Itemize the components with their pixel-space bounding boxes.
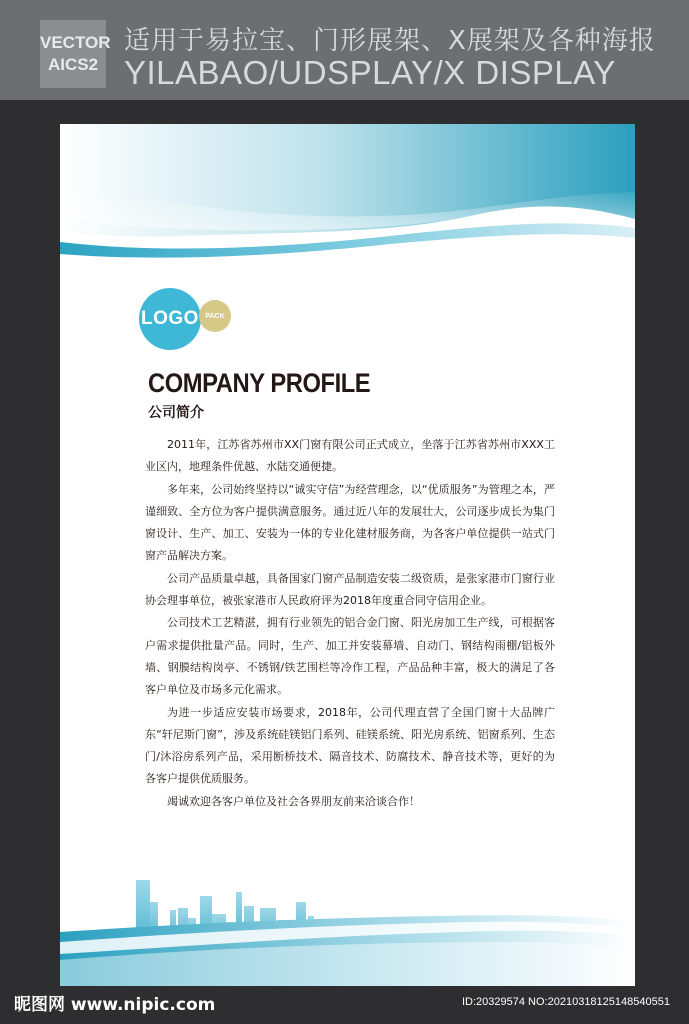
logo-pack-circle: [199, 300, 231, 332]
top-banner: [0, 0, 689, 100]
footer-site: 昵图网 www.nipic.com: [14, 995, 216, 1015]
paragraph: 多年来，公司始终坚持以“诚实守信”为经营理念，以“优质服务”为管理之本，严谨细致、全方位为客户提供满意服务。通过近八年的发展壮大，公司逐步成长为集门窗设计、生产、加工、安装为一体的专业化建材服务商，为各客户单位提供一站式门窗产品解决方案。: [145, 482, 555, 563]
footer-id: ID:20329574 NO:20210318125148540551: [462, 996, 670, 1008]
paragraph: 公司产品质量卓越，具备国家门窗产品制造安装二级资质，是张家港市门窗行业协会理事单位，被张家港市人民政府评为2018年度重合同守信用企业。: [145, 571, 555, 608]
paragraph: 2011年，江苏省苏州市XX门窗有限公司正式成立，坐落于江苏省苏州市XXX工业区内，地理条件优越、水陆交通便捷。: [145, 438, 555, 474]
paragraph: 为进一步适应安装市场要求，2018年，公司代理直营了全国门窗十大品牌广东“轩尼斯门窗”，涉及系统硅镁铝门系列、硅镁系统、阳光房系统、铝窗系列、生态门/沐浴房系列产品，采用断桥技术、隔音技术、防腐技术、静音技术等，更好的为各客户提供优质服务。: [145, 705, 555, 786]
logo-circle: [139, 288, 201, 350]
logo-pack-text: PACK: [205, 312, 225, 320]
profile-body: [145, 434, 555, 813]
badge-line1: VECTOR: [40, 33, 111, 52]
paragraph: 公司技术工艺精湛，拥有行业领先的铝合金门窗、阳光房加工生产线，可根据客户需求提供批量产品。同时，生产、加工并安装幕墙、自动门、钢结构雨棚/铝板外墙、钢膜结构岗亭、不锈钢/铁艺围栏等冷作工程，产品品种丰富，极大的满足了各客户单位及市场多元化需求。: [145, 616, 555, 697]
banner-title-cn: 适用于易拉宝、门形展架、X展架及各种海报: [124, 26, 656, 56]
poster: [60, 124, 635, 986]
badge-line2: AICS2: [47, 55, 99, 74]
logo-text: LOGO: [141, 308, 199, 329]
page-subtitle: 公司简介: [148, 405, 204, 421]
paragraph: 竭诚欢迎各客户单位及社会各界朋友前来洽谈合作！: [167, 794, 420, 808]
vector-badge: [40, 20, 111, 88]
banner-title-en: YILABAO/UDSPLAY/X DISPLAY: [124, 54, 616, 91]
page-title: COMPANY PROFILE: [148, 368, 371, 398]
